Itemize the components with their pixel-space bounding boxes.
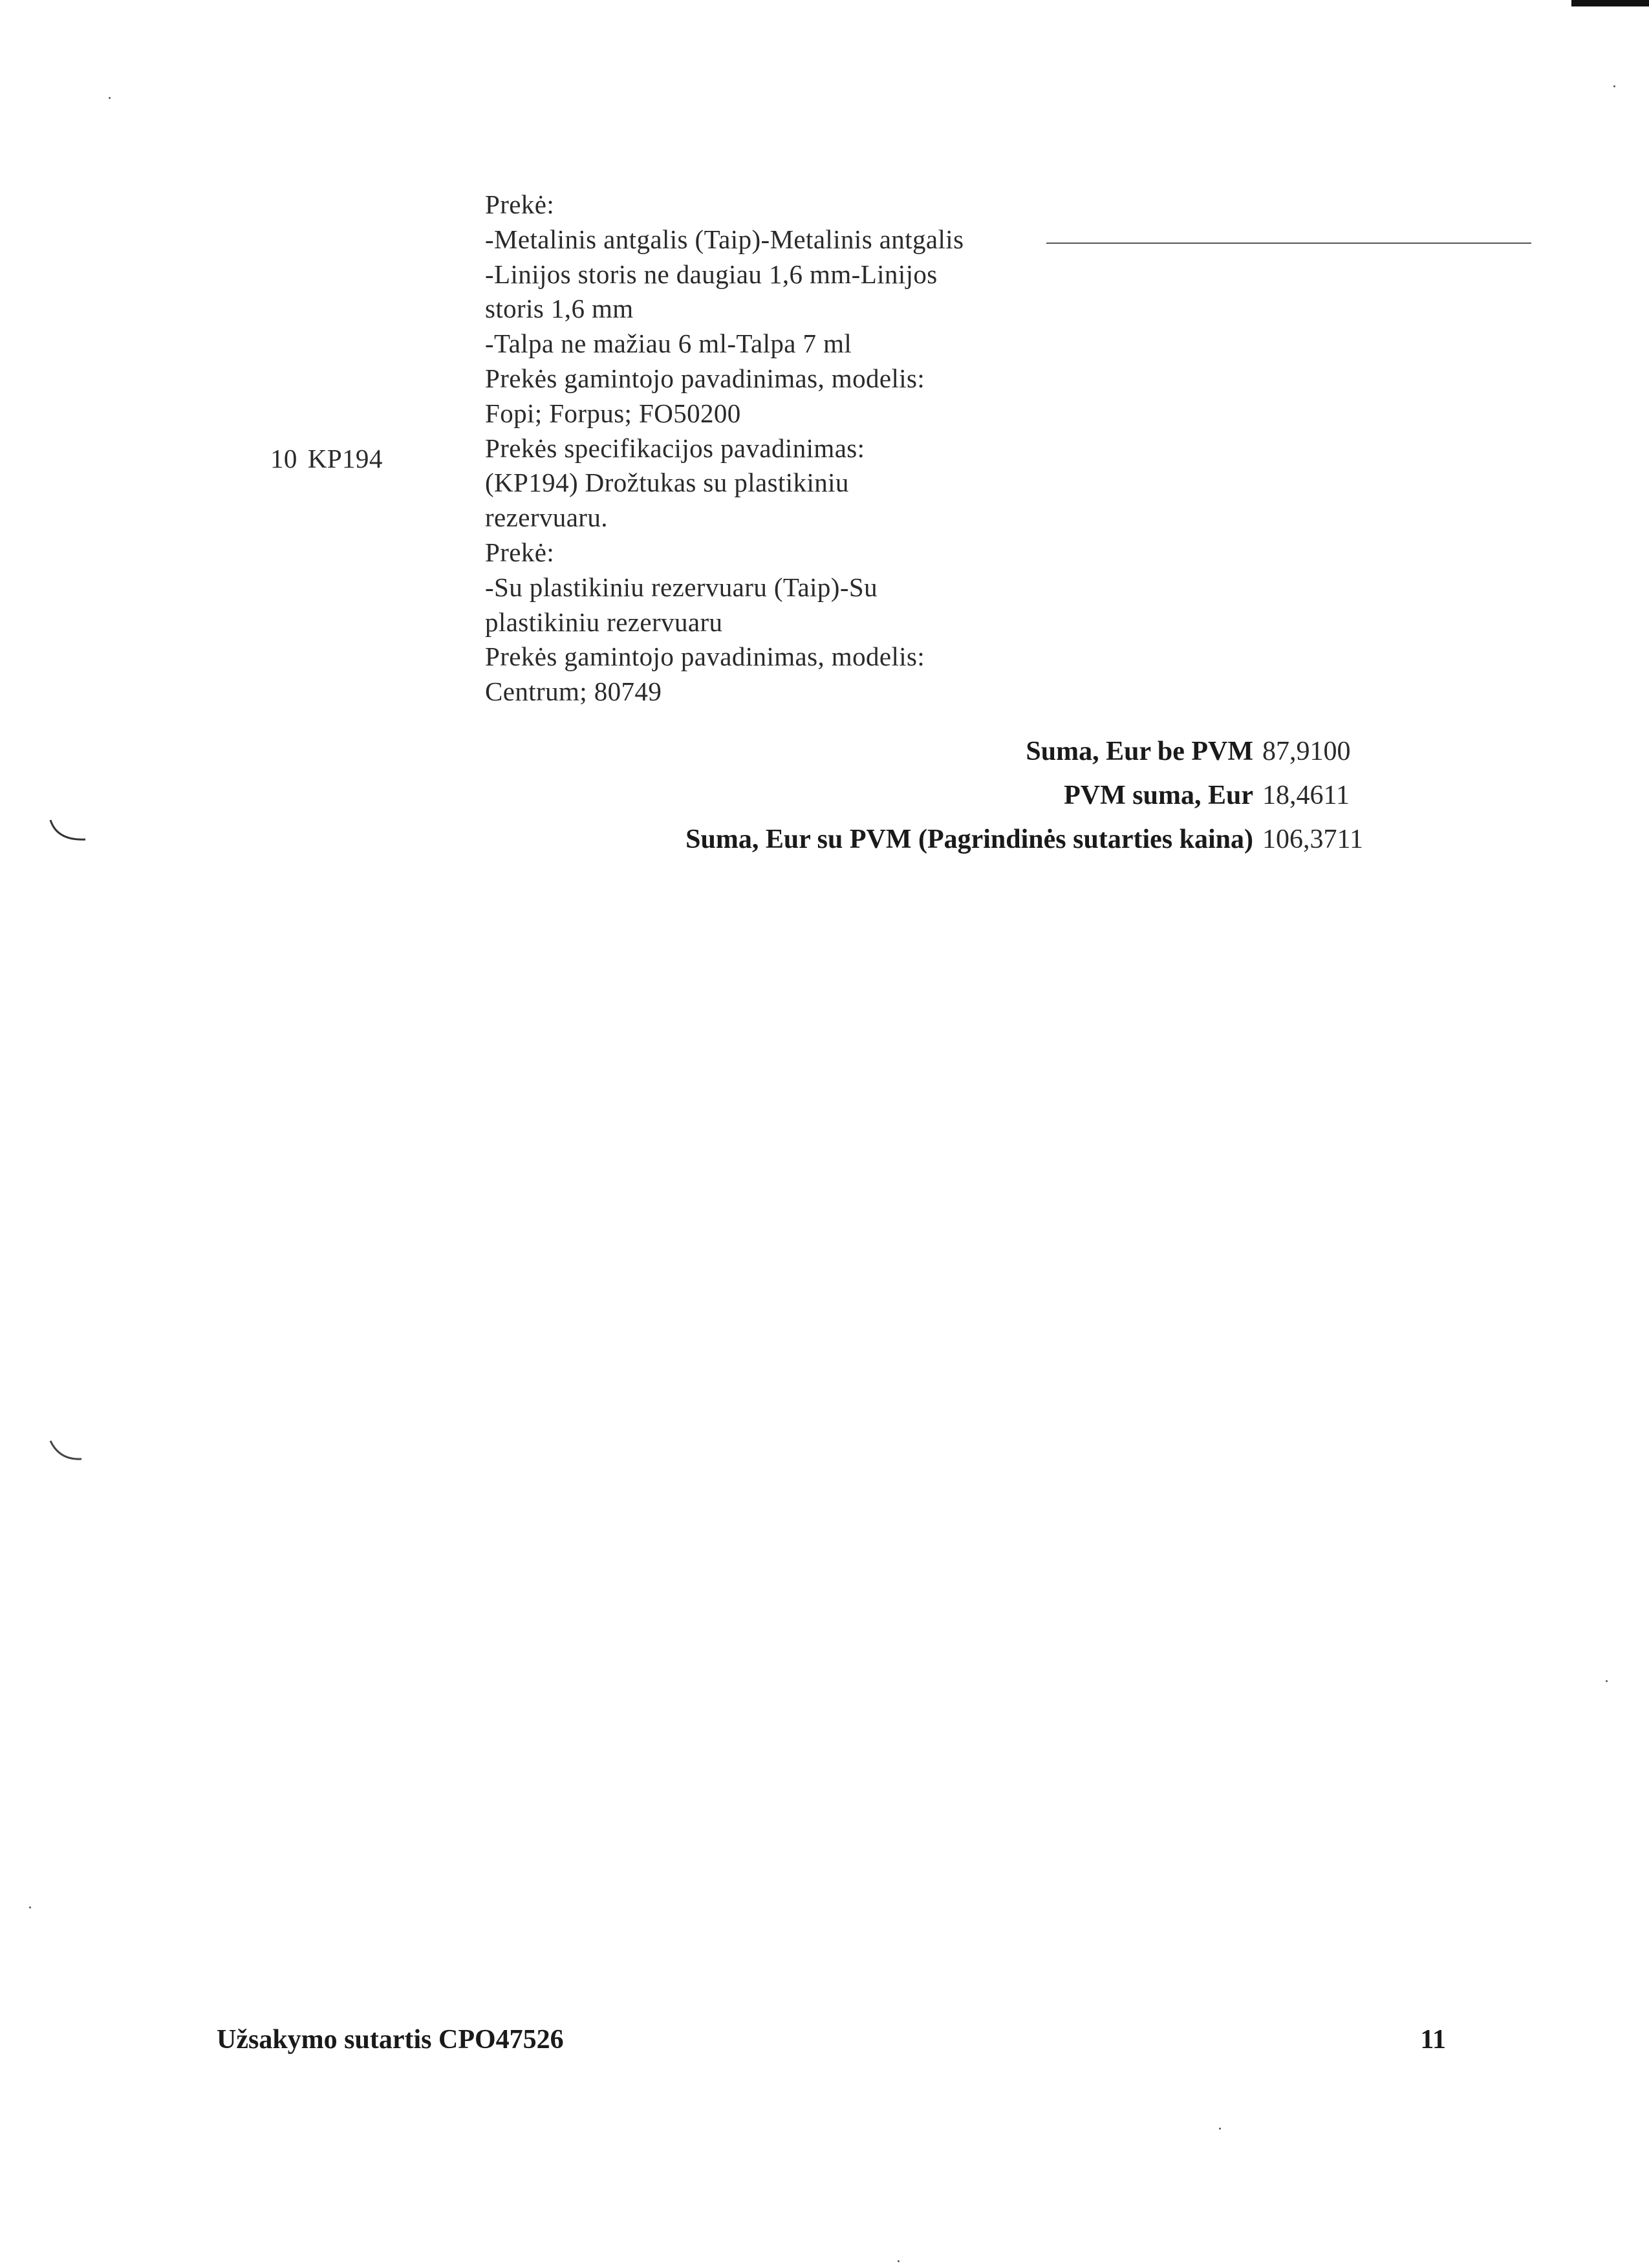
product-code: KP194 bbox=[307, 444, 383, 473]
scan-speck bbox=[1606, 1680, 1608, 1682]
item-line: plastikiniu rezervuaru bbox=[485, 607, 723, 637]
item-line: -Su plastikiniu rezervuaru (Taip)-Su bbox=[485, 572, 878, 602]
row-number: 10 bbox=[270, 444, 297, 473]
item-line: Prekės specifikacijos pavadinimas: bbox=[485, 433, 865, 463]
item-line: Prekė: bbox=[485, 537, 555, 567]
total-net-value: 87,9100 bbox=[1262, 737, 1351, 766]
scan-speck bbox=[109, 97, 111, 99]
item-line: storis 1,6 mm bbox=[485, 294, 634, 324]
item-line: rezervuaru. bbox=[485, 502, 608, 533]
item-line: Prekės gamintojo pavadinimas, modelis: bbox=[485, 642, 925, 672]
page-number: 11 bbox=[1420, 2025, 1446, 2055]
item-line: -Talpa ne mažiau 6 ml-Talpa 7 ml bbox=[485, 329, 852, 359]
scan-speck bbox=[1219, 2128, 1221, 2130]
item-line: Prekė: bbox=[485, 189, 555, 219]
total-vat-label: PVM suma, Eur bbox=[1064, 781, 1253, 810]
total-gross-label: Suma, Eur su PVM (Pagrindinės sutarties kaina) bbox=[685, 825, 1253, 854]
total-net-label: Suma, Eur be PVM bbox=[1026, 737, 1253, 766]
scan-speck bbox=[29, 1906, 31, 1908]
scan-speck bbox=[898, 2260, 900, 2262]
total-gross-value: 106,3711 bbox=[1262, 825, 1363, 854]
item-line: Centrum; 80749 bbox=[485, 676, 662, 707]
item-line: -Linijos storis ne daugiau 1,6 mm-Linijos bbox=[485, 259, 938, 289]
item-line: -Metalinis antgalis (Taip)-Metalinis antgalis bbox=[485, 224, 964, 254]
total-vat-value: 18,4611 bbox=[1262, 781, 1350, 810]
item-line: Prekės gamintojo pavadinimas, modelis: bbox=[485, 363, 925, 393]
item-line: Fopi; Forpus; FO50200 bbox=[485, 398, 741, 428]
item-line: (KP194) Drožtukas su plastikiniu bbox=[485, 468, 849, 498]
scan-speck bbox=[1613, 85, 1615, 87]
contract-reference: Užsakymo sutartis CPO47526 bbox=[217, 2025, 564, 2055]
